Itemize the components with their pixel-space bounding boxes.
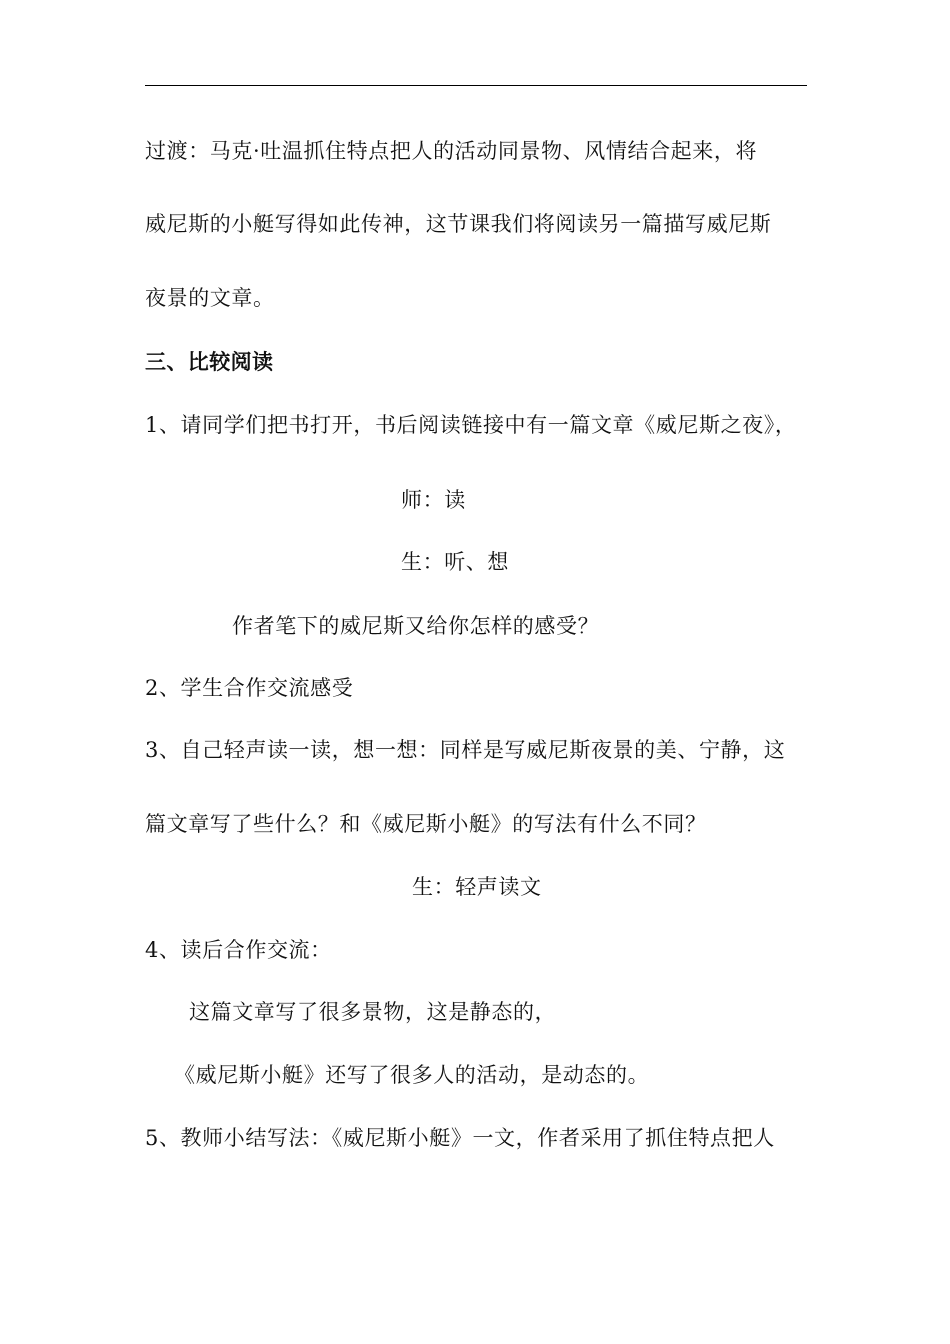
step-3-text-line-1: 3、自己轻声读一读，想一想：同样是写威尼斯夜景的美、宁静，这 [145,738,786,762]
paragraph-transition-line-1: 过渡：马克·吐温抓住特点把人的活动同景物、风情结合起来，将 [145,139,758,163]
step-5-text: 5、教师小结写法：《威尼斯小艇》一文，作者采用了抓住特点把人 [145,1126,775,1150]
discussion-line-1: 这篇文章写了很多景物，这是静态的， [189,1000,557,1024]
student-read-line: 生：轻声读文 [412,875,542,899]
student-line: 生：听、想 [401,550,509,574]
paragraph-transition-line-3: 夜景的文章。 [145,286,275,310]
step-4-text: 4、读后合作交流： [145,938,332,962]
paragraph-transition-line-2: 威尼斯的小艇写得如此传神，这节课我们将阅读另一篇描写威尼斯 [145,212,772,236]
question-line: 作者笔下的威尼斯又给你怎样的感受？ [232,614,600,638]
discussion-line-2: 《威尼斯小艇》还写了很多人的活动，是动态的。 [174,1063,650,1087]
section-heading: 三、比较阅读 [145,350,274,374]
step-3-text-line-2: 篇文章写了些什么？和《威尼斯小艇》的写法有什么不同？ [145,812,707,836]
step-1-text: 1、请同学们把书打开，书后阅读链接中有一篇文章《威尼斯之夜》， [145,413,797,437]
header-rule [145,85,807,86]
teacher-line: 师：读 [401,488,466,512]
step-2-text: 2、学生合作交流感受 [145,676,354,700]
